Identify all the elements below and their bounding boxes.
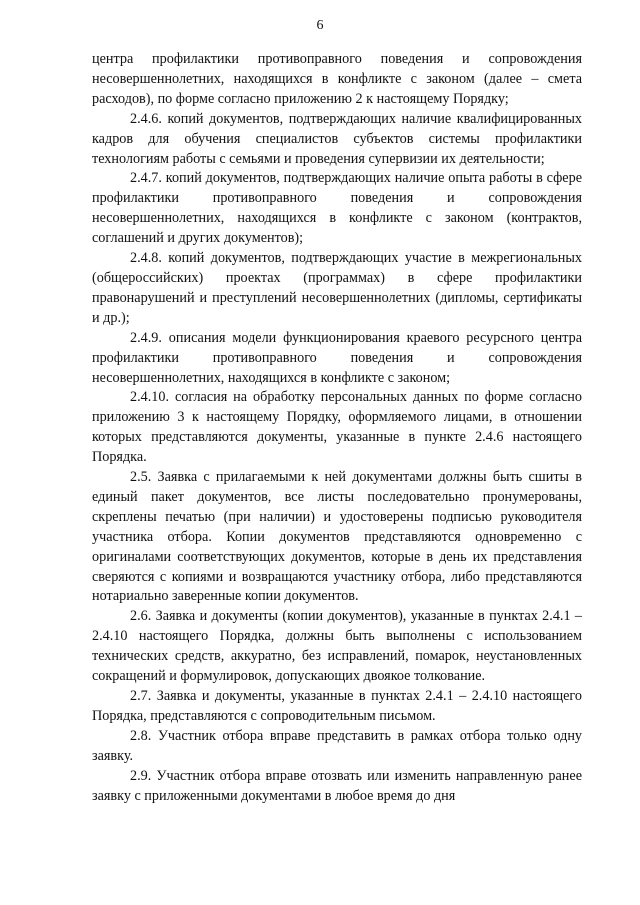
paragraph-2-5: 2.5. Заявка с прилагаемыми к ней документами должны быть сшиты в единый пакет документов, все листы последовательно пронумерованы, скреплены печатью (при наличии) и удостоверены подписью руководителя участника отбора. Копии документов представляются одновременно с оригиналами соответствующих документов, которые в день их представления сверяются с копиями и возвращаются участнику отбора, либо представляются нотариально заверенные копии документов. <box>92 469 582 605</box>
paragraph-2-7: 2.7. Заявка и документы, указанные в пунктах 2.4.1 – 2.4.10 настоящего Порядка, представляются с сопроводительным письмом. <box>92 688 582 724</box>
document-body <box>92 50 582 806</box>
paragraph-2-6: 2.6. Заявка и документы (копии документов), указанные в пунктах 2.4.1 – 2.4.10 настоящего Порядка, должны быть выполнены с использованием технических средств, аккуратно, без исправлений, помарок, неустановленных сокращений и формулировок, допускающих двоякое толкование. <box>92 608 582 685</box>
paragraph-2-4-10: 2.4.10. согласия на обработку персональных данных по форме согласно приложению 3 к настоящему Порядку, оформляемого лицами, в отношении которых представляются документы, указанные в пункте 2.4.6 настоящего Порядка. <box>92 389 582 466</box>
page-number: 6 <box>316 18 324 33</box>
paragraph-2-4-6: 2.4.6. копий документов, подтверждающих наличие квалифицированных кадров для обучения специалистов субъектов системы профилактики технологиям работы с семьями и проведения супервизии их деятельности; <box>92 110 582 167</box>
paragraph-2-4-9: 2.4.9. описания модели функционирования краевого ресурсного центра профилактики противоправного поведения и сопровождения несовершеннолетних, находящихся в конфликте с законом; <box>92 329 582 386</box>
paragraph-2-4-8: 2.4.8. копий документов, подтверждающих участие в межрегиональных (общероссийских) проектах (программах) в сфере профилактики правонарушений и преступлений несовершеннолетних (дипломы, сертификаты и др.); <box>92 250 582 326</box>
paragraph-2-8: 2.8. Участник отбора вправе представить в рамках отбора только одну заявку. <box>92 727 582 764</box>
paragraph-continuation: центра профилактики противоправного поведения и сопровождения несовершеннолетних, находящихся в конфликте с законом (далее – смета расходов), по форме согласно приложению 2 к настоящему Порядку; <box>92 51 582 107</box>
paragraph-2-4-7: 2.4.7. копий документов, подтверждающих наличие опыта работы в сфере профилактики противоправного поведения и сопровождения несовершеннолетних, находящихся в конфликте с законом (контрактов, соглашений и других документов); <box>92 170 582 247</box>
paragraph-2-9: 2.9. Участник отбора вправе отозвать или изменить направленную ранее заявку с приложенными документами в любое время до дня <box>92 767 582 804</box>
